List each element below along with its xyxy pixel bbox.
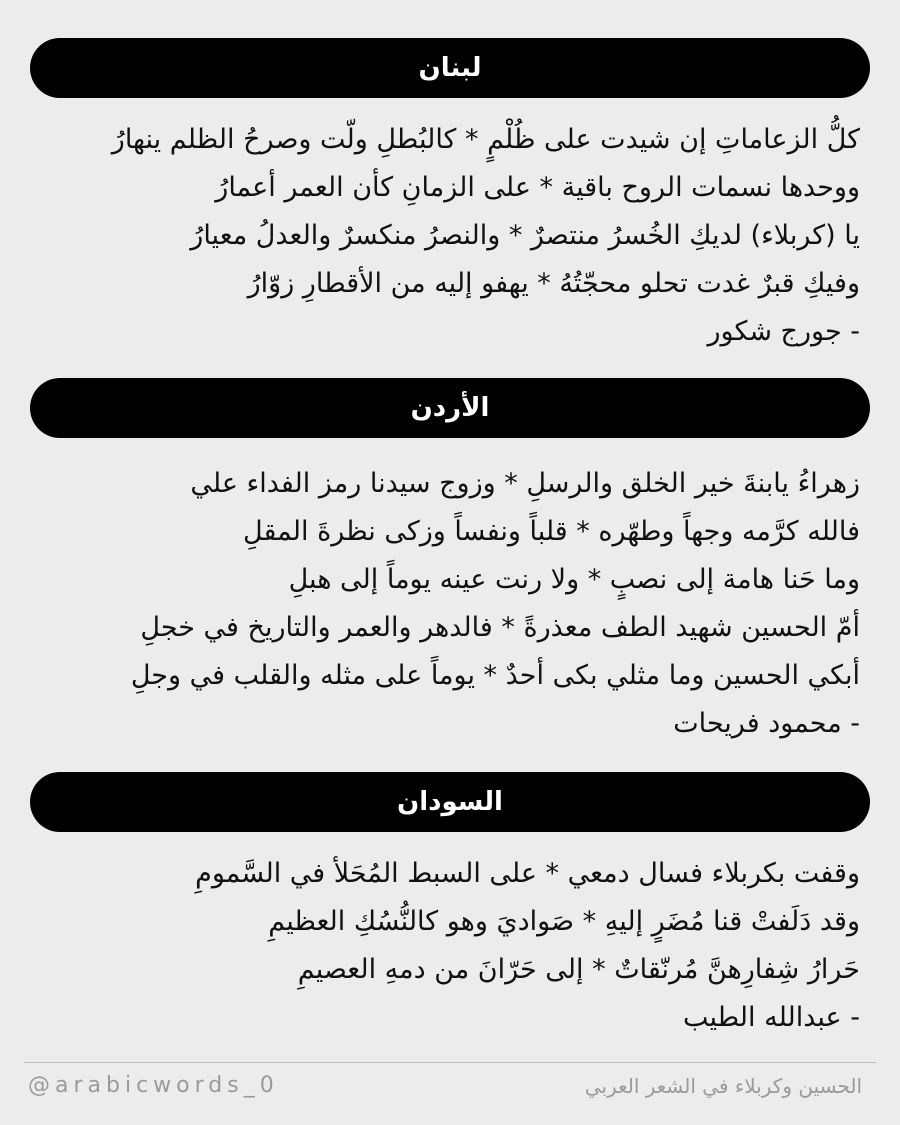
poem-line: يا (كربلاء) لديكِ الخُسرُ منتصرٌ * والنصرُ منكسرٌ والعدلُ معيارُ: [190, 220, 860, 251]
poem-line: أبكي الحسين وما مثلي بكى أحدٌ * يوماً على مثله والقلب في وجلِ: [130, 660, 860, 691]
poet-name: - عبدالله الطيب: [682, 1002, 860, 1033]
poem-line: وقفت بكربلاء فسال دمعي * على السبط المُحَلأ في السَّمومِ: [195, 858, 860, 889]
poem-line: وما حَنا هامة إلى نصبٍ * ولا رنت عينه يوماً إلى هبلِ: [288, 564, 860, 595]
poem-sudan: [30, 850, 860, 1042]
poem-lebanon: [30, 116, 860, 356]
poet-name: - جورج شكور: [707, 316, 860, 347]
poem-line: فالله كرَّمه وجهاً وطهّره * قلباً ونفساً وزكى نظرةَ المقلِ: [243, 516, 860, 547]
section-header-sudan: [30, 772, 870, 832]
poem-line: كلُّ الزعاماتِ إن شيدت على ظُلْمٍ * كالبُطلِ ولّت وصرحُ الظلم ينهارُ: [111, 124, 860, 155]
section-title: السودان: [397, 787, 503, 817]
poem-line: حَرارُ شِفارِهنَّ مُرنّقاتٌ * إلى حَرّانَ من دمهِ العصيمِ: [297, 954, 860, 985]
footer-handle: @arabicwords_0: [28, 1073, 279, 1098]
poem-line: أمّ الحسين شهيد الطف معذرةً * فالدهر والعمر والتاريخ في خجلِ: [140, 612, 860, 643]
section-title: لبنان: [418, 53, 482, 83]
section-header-jordan: [30, 378, 870, 438]
poem-line: زهراءُ يابنةَ خير الخلق والرسلِ * وزوج سيدنا رمز الفداء علي: [190, 468, 860, 499]
poem-jordan: [30, 460, 860, 748]
poem-line: ووحدها نسمات الروح باقية * على الزمانِ كأن العمر أعمارُ: [215, 172, 860, 203]
poem-line: وقد دَلَفتْ قنا مُضَرٍ إليهِ * صَواديَ وهو كالنُّسُكِ العظيمِ: [268, 906, 860, 937]
section-title: الأردن: [410, 393, 490, 423]
section-header-lebanon: [30, 38, 870, 98]
poem-line: وفيكِ قبرٌ غدت تحلو محجّتُهُ * يهفو إليه من الأقطارِ زوّارُ: [247, 268, 860, 299]
poet-name: - محمود فريحات: [673, 708, 860, 739]
footer-divider: [24, 1062, 876, 1063]
footer-caption: الحسين وكربلاء في الشعر العربي: [584, 1074, 862, 1098]
